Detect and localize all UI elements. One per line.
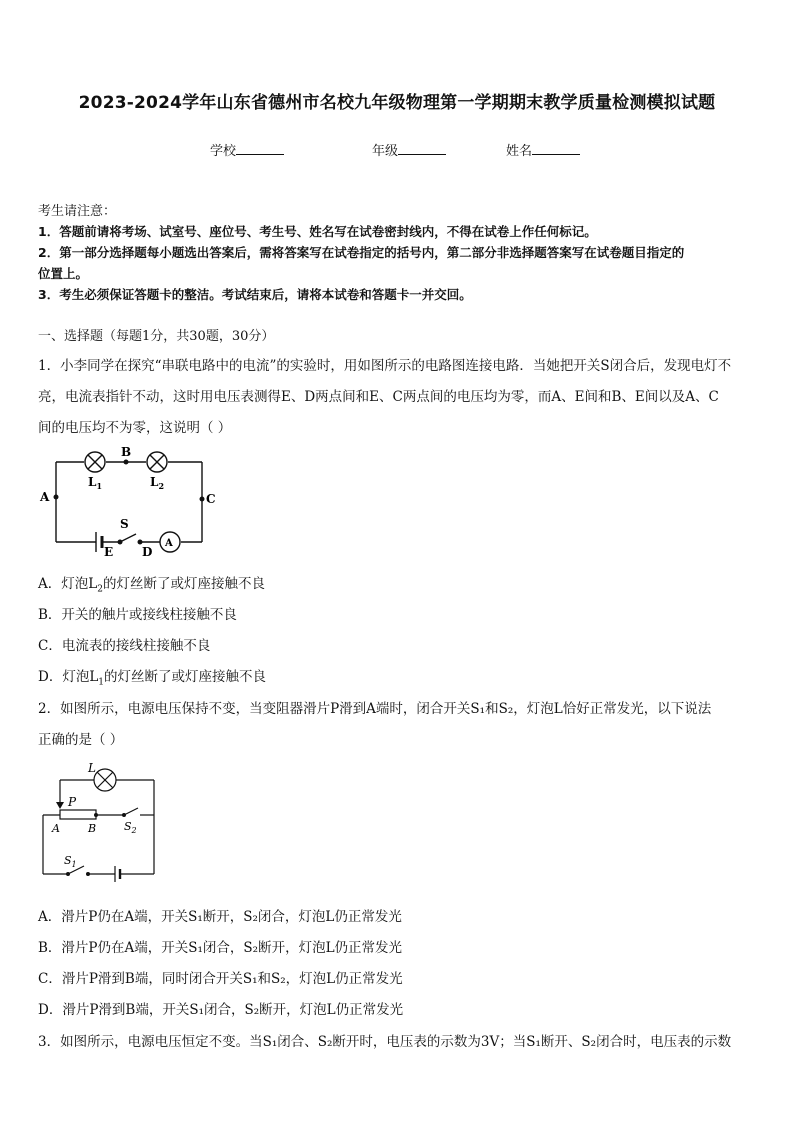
q1-label-l1: $L_1$ <box>88 475 103 491</box>
q1-line-2: 亮，电流表指针不动，这时用电压表测得E、D两点间和E、C两点间的电压均为零，而A、E间和B、E间以及A、C <box>38 389 719 405</box>
q1-label-s: S <box>120 517 129 531</box>
q1-line-3: 间的电压均不为零，这说明（ ） <box>38 420 232 436</box>
q2-label-p: P <box>68 795 77 809</box>
q2-label-b: B <box>88 822 97 835</box>
notice-item-2: 2．第一部分选择题每小题选出答案后，需将答案写在试卷指定的括号内，第二部分非选择题答案写在试卷题目指定的 <box>38 245 685 260</box>
q1-label-c: C <box>206 492 216 506</box>
notice-item-2-cont: 位置上。 <box>38 266 89 281</box>
q2-circuit-figure <box>38 762 168 888</box>
q1-label-e: E <box>104 545 114 559</box>
section-heading: 一、选择题（每题1分，共30题，30分） <box>38 329 275 344</box>
q2-option-a[interactable]: A．滑片P仍在A端，开关S₁断开，S₂闭合，灯泡L仍正常发光 <box>38 909 402 925</box>
q2-option-c[interactable]: C．滑片P滑到B端，同时闭合开关S₁和S₂，灯泡L仍正常发光 <box>38 971 403 987</box>
name-field[interactable] <box>506 140 580 159</box>
q2-line-1: 2．如图所示，电源电压保持不变，当变阻器滑片P滑到A端时，闭合开关S₁和S₂，灯泡L恰好正常发光，以下说法 <box>38 701 712 717</box>
page-title: 2023-2024学年山东省德州市名校九年级物理第一学期期末教学质量检测模拟试题 <box>78 93 716 113</box>
name-blank[interactable] <box>532 142 580 155</box>
q2-line-2: 正确的是（ ） <box>38 732 124 748</box>
q1-option-c[interactable]: C．电流表的接线柱接触不良 <box>38 638 211 654</box>
q1-line-1: 1．小李同学在探究“串联电路中的电流”的实验时，用如图所示的电路图连接电路．当她把开关S闭合后，发现电灯不 <box>38 358 732 374</box>
q1-label-a: A <box>40 490 50 504</box>
grade-label: 年级 <box>372 144 399 159</box>
q2-option-d[interactable]: D．滑片P滑到B端，开关S₁闭合，S₂断开，灯泡L仍正常发光 <box>38 1002 404 1018</box>
school-blank[interactable] <box>236 142 284 155</box>
school-label: 学校 <box>210 144 237 159</box>
name-label: 姓名 <box>506 144 533 159</box>
school-field[interactable] <box>210 140 284 159</box>
q1-option-a[interactable]: A．灯泡$L_2$的灯丝断了或灯座接触不良 <box>38 576 265 595</box>
notice-item-3: 3．考生必须保证答题卡的整洁。考试结束后，请将本试卷和答题卡一并交回。 <box>38 287 472 302</box>
q1-option-b[interactable]: B．开关的触片或接线柱接触不良 <box>38 607 237 623</box>
q3-line-1: 3．如图所示，电源电压恒定不变。当S₁闭合、S₂断开时，电压表的示数为3V；当S₁断开、S₂闭合时，电压表的示数 <box>38 1034 732 1050</box>
grade-field[interactable] <box>372 140 446 159</box>
q2-label-s1: $S_1$ <box>64 854 77 869</box>
q1-label-d: D <box>142 545 153 559</box>
q2-label-l: L <box>88 762 96 775</box>
q2-label-s2: $S_2$ <box>124 820 137 835</box>
q1-label-b: B <box>121 446 132 459</box>
q1-ammeter-label: A <box>165 538 173 549</box>
q2-option-b[interactable]: B．滑片P仍在A端，开关S₁闭合，S₂断开，灯泡L仍正常发光 <box>38 940 403 956</box>
grade-blank[interactable] <box>398 142 446 155</box>
notice-heading: 考生请注意： <box>38 204 117 219</box>
notice-item-1: 1．答题前请将考场、试室号、座位号、考生号、姓名写在试卷密封线内，不得在试卷上作任何标记。 <box>38 224 597 239</box>
q2-label-a: A <box>52 822 60 835</box>
q1-label-l2: $L_2$ <box>150 475 165 491</box>
q1-circuit-figure <box>36 446 226 562</box>
q1-option-d[interactable]: D．灯泡$L_1$的灯丝断了或灯座接触不良 <box>38 669 267 688</box>
